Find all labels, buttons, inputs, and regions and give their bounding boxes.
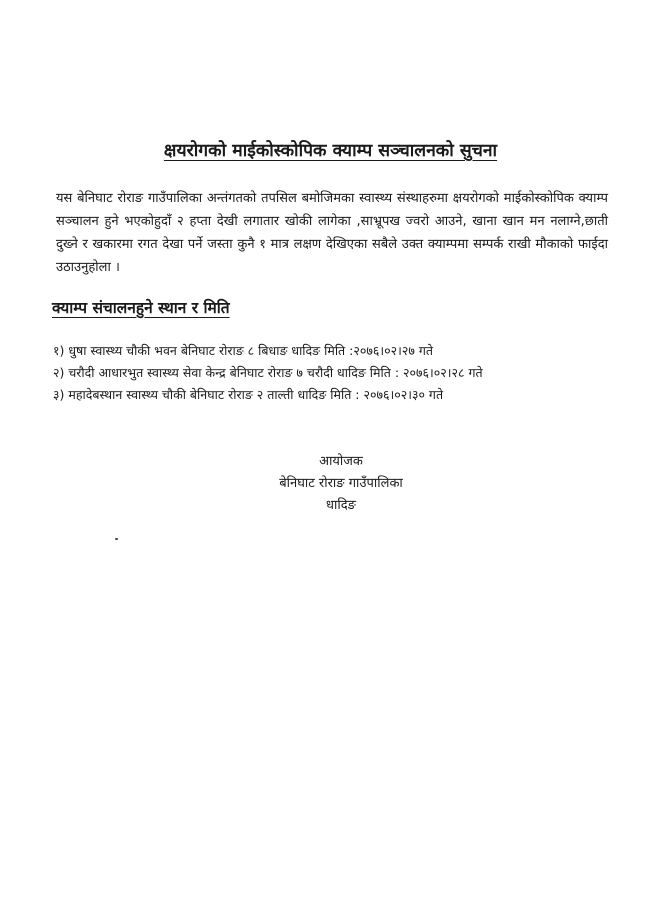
signature-block bbox=[236, 451, 446, 517]
camp-location-item: २) चरौदी आधारभुत स्वास्थ्य सेवा केन्द्र बेनिघाट रोराङ ७ चरौदी धादिङ मिति : २०७६।०२।२८ गते bbox=[53, 365, 483, 380]
camp-location-item: १) धुषा स्वास्थ्य चौकी भवन बेनिघाट रोराङ ८ बिधाङ धादिङ मिति :२०७६।०२।२७ गते bbox=[53, 343, 433, 358]
camp-location-item: ३) महादेबस्थान स्वास्थ्य चौकी बेनिघाट रोराङ २ ताल्ती धादिङ मिति : २०७६।०२।३० गते bbox=[53, 387, 444, 402]
organizer-name: बेनिघाट रोराङ गाउँपालिका bbox=[279, 476, 403, 491]
organizer-district: धादिङ bbox=[326, 498, 356, 513]
camp-locations-heading: क्याम्प संचालनहुने स्थान र मिति bbox=[52, 299, 230, 317]
notice-title: क्षयरोगको माईकोस्कोपिक क्याम्प सञ्चालनको सुचना bbox=[163, 141, 498, 161]
notice-body: यस बेनिघाट रोराङ गाउँपालिका अन्तंगतको तपसिल बमोजिमका स्वास्थ्य संस्थाहरुमा क्षयरोगको माईकोस्कोपिक क्याम्प सञ्चालन हुने भएकोहुदाँ २ हप्ता देखी लगातार खोकी लागेका ,साभ्रूपख ज्वरो आउने, खाना खान मन नलाग्ने,छाती दुख्ने र खकारमा रगत देखा पर्ने जस्ता कुनै १ मात्र लक्षण देखिएका सबैले उक्त क्याम्पमा सम्पर्क राखी मौकाको फाईदा उठाउनुहोला । bbox=[56, 191, 608, 275]
organizer-label: आयोजक bbox=[319, 454, 363, 469]
scan-speck bbox=[115, 538, 118, 540]
camp-location-list bbox=[53, 340, 613, 406]
